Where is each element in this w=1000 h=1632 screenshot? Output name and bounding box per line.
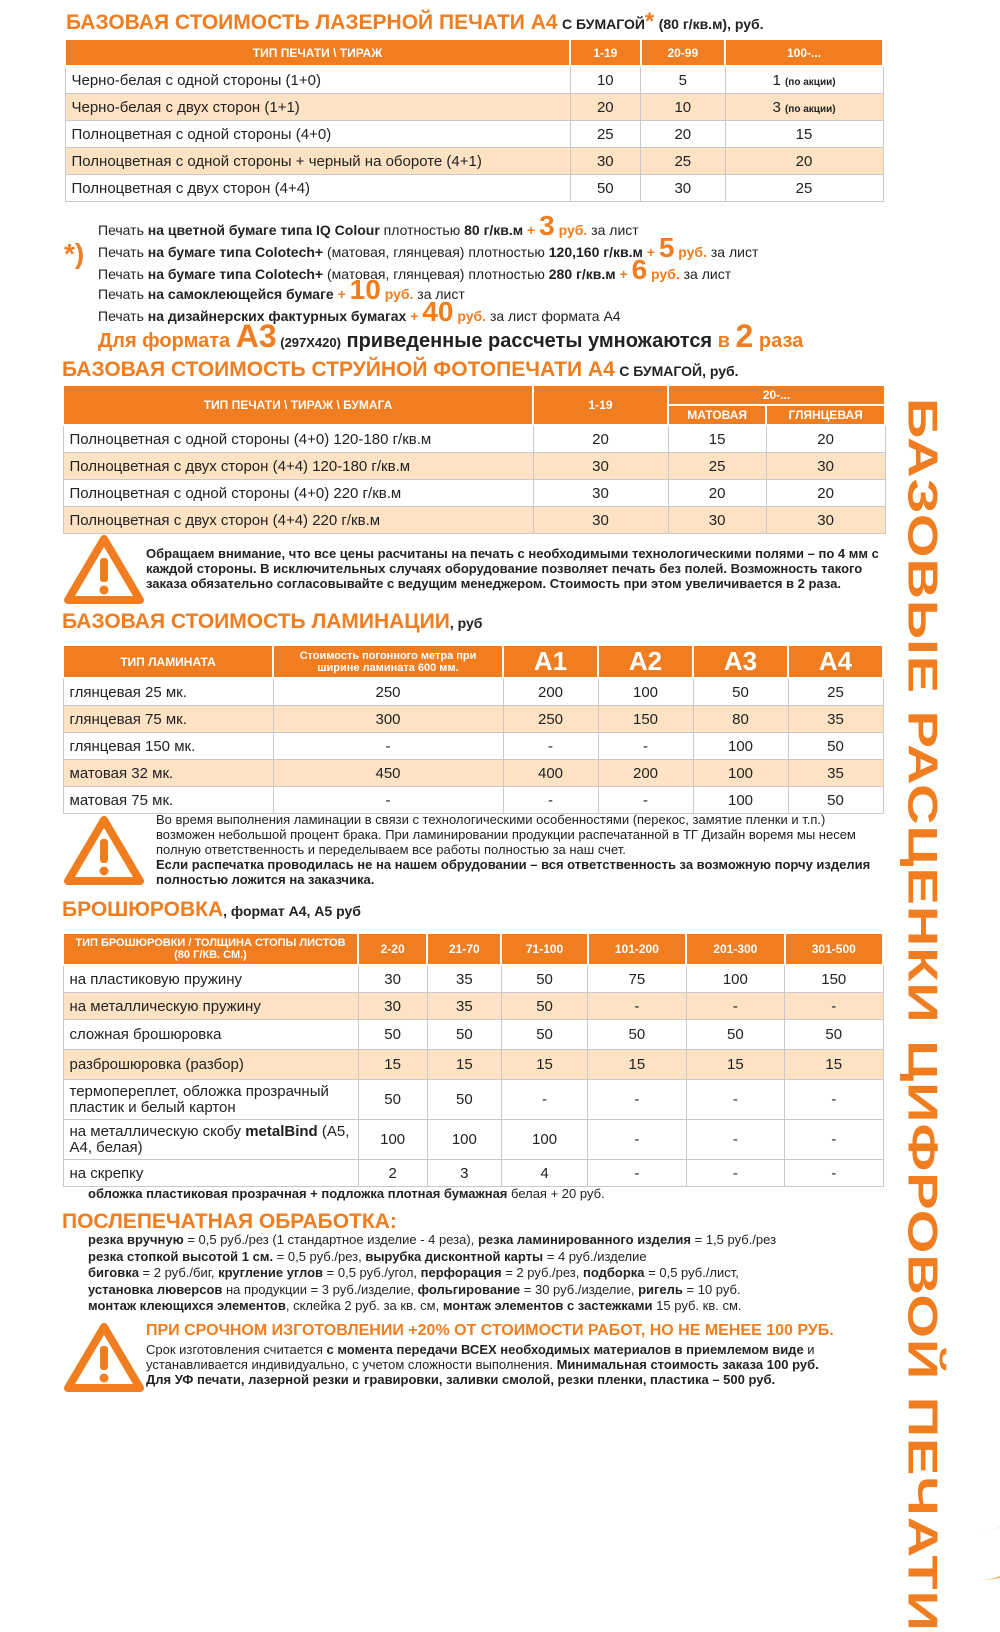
laser-price-table [64,38,884,202]
laser-header-col: 100-... [725,39,883,66]
binding-header-col: 301-500 [785,933,883,965]
laser-header-col: 20-99 [641,39,725,66]
table-row: на металлическую скобу metalBind (А5, А4, белая) 100 100 100 - - - [63,1120,883,1160]
post-processing-list [88,1232,888,1315]
inkjet-header-matte: МАТОВАЯ [668,405,766,425]
lamination-header-meter: Стоимость погонного метра при ширине ламината 600 мм. [273,645,503,678]
binding-header-col: 71-100 [501,933,587,965]
note-designer-paper: Печать на дизайнерских фактурных бумагах + 40 руб. за лист формата А4 [98,296,621,327]
table-row: на металлическую пружину 30 35 50 - - - [63,993,883,1020]
table-row: Полноцветная с двух сторон (4+4) 50 30 25 [65,175,883,202]
inkjet-header-col: 1-19 [533,385,668,425]
table-row: Полноцветная с одной стороны (4+0) 120-180 г/кв.м 20 15 20 [63,425,885,453]
table-row: глянцевая 25 мк. 250 200 100 50 25 [63,678,883,706]
urgent-title: ПРИ СРОЧНОМ ИЗГОТОВЛЕНИИ +20% ОТ СТОИМОСТИ РАБОТ, НО НЕ МЕНЕЕ 100 РУБ. [146,1322,834,1339]
table-row: глянцевая 75 мк. 300 250 150 80 35 [63,706,883,733]
table-row: Полноцветная с одной стороны + черный на обороте (4+1) 30 25 20 [65,148,883,175]
table-row: Полноцветная с двух сторон (4+4) 120-180 г/кв.м 30 25 30 [63,453,885,480]
table-row: на пластиковую пружину 30 35 50 75 100 150 [63,965,883,993]
note-colotech-120: Печать на бумаге типа Colotech+ (матовая, глянцевая) плотностью 120,160 г/кв.м + 5 руб. за лист [98,232,759,263]
footnote-mark: *) [64,238,85,269]
inkjet-heading: БАЗОВАЯ СТОИМОСТЬ СТРУЙНОЙ ФОТОПЕЧАТИ А4 С БУМАГОЙ, руб. [62,358,739,381]
table-row: сложная брошюровка 50 50 50 50 50 50 [63,1020,883,1050]
inkjet-header-col: 20-... [668,385,885,405]
warning-triangle-icon [64,534,144,604]
inkjet-header-gloss: ГЛЯНЦЕВАЯ [766,405,885,425]
promo-note: (по акции) [784,76,836,88]
lamination-heading: БАЗОВАЯ СТОИМОСТЬ ЛАМИНАЦИИ, руб [62,610,483,633]
laser-heading: БАЗОВАЯ СТОИМОСТЬ ЛАЗЕРНОЙ ПЕЧАТИ А4 С БУМАГОЙ* (80 г/кв.м), руб. [66,8,764,35]
lamination-header-a2: А2 [598,645,693,678]
binding-price-table [62,932,884,1187]
warning-triangle-icon [64,1322,144,1392]
note-iq-colour: Печать на цветной бумаге типа IQ Colour плотностью 80 г/кв.м + 3 руб. за лист [98,210,639,241]
lamination-warning: Во время выполнения ламинации в связи с технологическими особенностями (перекос, замятие пленки и т.п.) возможен небольшой процент брака. При ламинировании продукции распечатанной в ТГ Дизайн воремя мы несем полную ответственность и переделываем все работы полностью за наш счет. Если распечатка проводилась не на нашем обрудовании – вся ответственность за возможную порчу изделия полностью ложится на заказчика. [156,812,871,887]
table-row: матовая 32 мк. 450 400 200 100 35 [63,760,883,787]
table-row: матовая 75 мк. - - - 100 50 [63,787,883,814]
note-colotech-280: Печать на бумаге типа Colotech+ (матовая, глянцевая) плотностью 280 г/кв.м + 6 руб. за лист [98,254,732,285]
post-processing-line: установка люверсов на продукции = 3 руб./изделие, фольгирование = 30 руб./изделие, ригель = 10 руб. [88,1281,741,1297]
binding-header-col: 2-20 [358,933,427,965]
binding-header-col: 101-200 [588,933,686,965]
warning-triangle-icon [64,815,144,885]
table-row: глянцевая 150 мк. - - - 100 50 [63,733,883,760]
post-processing-line: резка вручную = 0,5 руб./рез (1 стандартное изделие - 4 реза), резка ламинированного изделия = 1,5 руб./рез [88,1232,777,1247]
inkjet-price-table [62,384,886,534]
lamination-price-table [62,644,884,814]
binding-header-col: 21-70 [427,933,501,965]
post-processing-line: резка стопкой высотой 1 см. = 0,5 руб./рез, вырубка дисконтной карты = 4 руб./изделие [88,1248,647,1264]
note-self-adhesive: Печать на самоклеющейся бумаге + 10 руб. за лист [98,274,465,305]
post-processing-line: биговка = 2 руб./биг, кругление углов = 0,5 руб./угол, перфорация = 2 руб./рез, подборка = 0,5 руб./лист, [88,1265,739,1280]
binding-footnote: обложка пластиковая прозрачная + подложка плотная бумажная белая + 20 руб. [88,1186,605,1201]
binding-header-col: 201-300 [686,933,784,965]
laser-header-col: 1-19 [570,39,641,66]
post-heading: ПОСЛЕПЕЧАТНАЯ ОБРАБОТКА: [62,1210,397,1233]
lamination-header-a3: А3 [693,645,788,678]
lamination-header-a1: А1 [503,645,598,678]
side-title: БАЗОВЫЕ РАСЦЕНКИ ЦИФРОВОЙ ПЕЧАТИ [899,398,947,1632]
binding-header-type: ТИП БРОШЮРОВКИ / ТОЛЩИНА СТОПЫ ЛИСТОВ (80 Г/КВ. СМ.) [63,933,358,965]
table-row: Полноцветная с двух сторон (4+4) 220 г/кв.м 30 30 30 [63,507,885,534]
table-row: на скрепку 2 3 4 - - - [63,1160,883,1187]
table-row: Черно-белая с одной стороны (1+0) 10 5 1 (по акции) [65,66,883,94]
lamination-header-type: ТИП ЛАМИНАТА [63,645,273,678]
inkjet-header-type: ТИП ПЕЧАТИ \ ТИРАЖ \ БУМАГА [63,385,533,425]
lamination-header-a4: А4 [788,645,883,678]
table-row: Черно-белая с двух сторон (1+1) 20 10 3 (по акции) [65,94,883,121]
table-row: разброшюровка (разбор) 15 15 15 15 15 15 [63,1050,883,1080]
table-row: термопереплет, обложка прозрачный пластик и белый картон 50 50 - - - - [63,1080,883,1120]
inkjet-warning-text: Обращаем внимание, что все цены расчитаны на печать с необходимыми технологическими полями – по 4 мм с каждой стороны. В исключительных случаях оборудование позволяет печать без полей. Возможность такого заказа обязательно согласовывайте с ведущим менеджером. Стоимость при этом увеличивается в 2 раза. [146,546,879,591]
promo-note: (по акции) [784,103,836,115]
binding-heading: БРОШЮРОВКА, формат А4, А5 руб [62,898,361,921]
post-processing-line: монтаж клеющихся элементов, склейка 2 руб. за кв. см, монтаж элементов с застежками 15 руб. кв. см. [88,1298,742,1313]
note-a3-multiplier: Для формата А3 (297Х420) приведенные рассчеты умножаются в 2 раза [98,318,804,354]
table-row: Полноцветная с одной стороны (4+0) 220 г/кв.м 30 20 20 [63,480,885,507]
laser-header-type: ТИП ПЕЧАТИ \ ТИРАЖ [65,39,570,66]
urgent-text: Срок изготовления считается с момента передачи ВСЕХ необходимых материалов в приемлемом виде и устанавливается индивидуально, с учетом сложности выполнения. Минимальная стоимость заказа 100 руб. Для УФ печати, лазерной резки и гравировки, заливки смолой, резки пленки, пластика – 500 руб. [146,1342,819,1387]
table-row: Полноцветная с одной стороны (4+0) 25 20 15 [65,121,883,148]
